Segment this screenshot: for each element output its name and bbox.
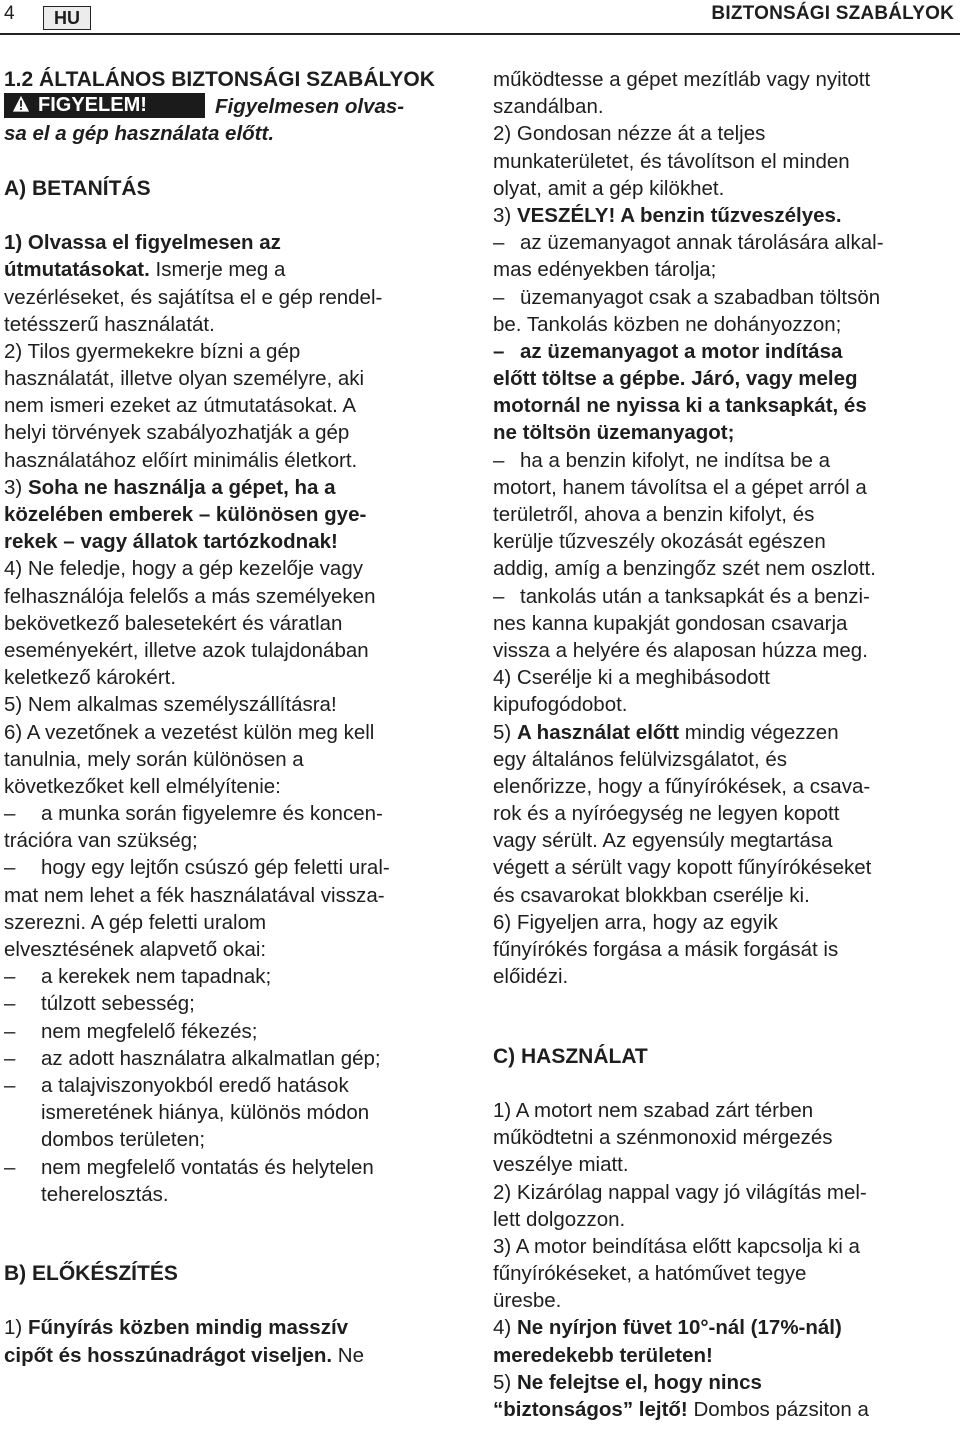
fuel-item-cont: területről, ahova a benzin kifolyt, és — [493, 503, 815, 526]
warning-text: Figyelmesen olvas- — [215, 95, 405, 119]
b5-line: vagy sérült. Az egyensúly megtartása — [493, 829, 833, 853]
b3-line — [493, 202, 955, 229]
c1-line: 1) A motort nem szabad zárt térben — [493, 1098, 814, 1122]
b5-line: rok és a nyíróegység ne legyen kopott — [493, 802, 840, 826]
b2-line: munkaterületet, és távolítson el minden — [493, 149, 850, 173]
c5-line — [493, 1396, 955, 1423]
a6-line: tanulnia, mely során különösen a — [4, 747, 304, 771]
fuel-item: – üzemanyagot csak a szabadban töltsön — [493, 285, 881, 309]
a1-line: tetésszerű használatát. — [4, 312, 215, 336]
cause-item: – a kerekek nem tapadnak; — [4, 965, 272, 989]
c3-line: üresbe. — [493, 1289, 562, 1313]
a6-line: elvesztésének alapvető okai: — [4, 938, 267, 961]
b6-line: 6) Figyeljen arra, hogy az egyik — [493, 910, 778, 934]
c5-num: 5) — [493, 1370, 517, 1394]
warning-text-cont: sa el a gép használata előtt. — [4, 122, 275, 146]
a6-line: szerezni. A gép feletti uralom — [4, 910, 267, 934]
a4-line: 4) Ne feledje, hogy a gép kezelője vagy — [4, 557, 363, 581]
a1-line — [4, 256, 474, 283]
cause-text: nem megfelelő vontatás és helytelen — [41, 1155, 374, 1179]
cause-item-cont: ismeretének hiánya, különös módon — [41, 1101, 370, 1125]
c1-line: veszélye miatt. — [493, 1153, 629, 1177]
b5-line: egy általános felülvizsgálatot, és — [493, 747, 788, 771]
fuel-text: üzemanyagot csak a szabadban töltsön — [520, 285, 881, 309]
c5-bold: Ne felejtse el, hogy nincs — [516, 1370, 762, 1394]
fuel-item: – tankolás után a tanksapkát és a benzi- — [493, 584, 870, 608]
a6-line: következőket kell elmélyítenie: — [4, 774, 281, 798]
b1-bold: cipőt és hosszúnadrágot viseljen. — [4, 1343, 333, 1367]
cause-text: nem megfelelő fékezés; — [41, 1019, 258, 1043]
cause-item: – nem megfelelő vontatás és helytelen — [4, 1155, 374, 1179]
c2-line: 2) Kizárólag nappal vagy jó világítás mel- — [493, 1180, 867, 1204]
a6-dash-line: – a munka során figyelemre és koncen- — [4, 802, 383, 826]
c4-num: 4) — [493, 1316, 517, 1340]
c3-line: fűnyírókéseket, a hatóművet tegye — [493, 1262, 807, 1286]
b2-line: 2) Gondosan nézze át a teljes — [493, 122, 766, 146]
right-column — [493, 66, 955, 1423]
a4-line: bekövetkező balesetekért és váratlan — [4, 611, 343, 635]
b5-line — [493, 719, 955, 746]
a4-line: eseményekért, illetve azok tulajdonában — [4, 638, 369, 662]
c5-line — [493, 1369, 955, 1396]
b4-line: 4) Cserélje ki a meghibásodott — [493, 666, 770, 690]
a1-text: Ismerje meg a — [149, 258, 286, 282]
fuel-text: ha a benzin kifolyt, ne indítsa be a — [520, 448, 830, 472]
cause-item-cont: teherelosztás. — [41, 1182, 169, 1206]
a4-line: felhasználója felelős a más személyeken — [4, 584, 376, 608]
b6-line: előidézi. — [493, 965, 569, 989]
warning-badge — [4, 93, 205, 118]
language-badge: HU — [43, 6, 91, 30]
fuel-item-cont: kerülje tűzveszély okozását egészen — [493, 530, 826, 554]
b3-bold: VESZÉLY! A benzin tűzveszélyes. — [516, 203, 842, 227]
a6-line: 6) A vezetőnek a vezetést külön meg kell — [4, 720, 375, 744]
a1-line: 1) Olvassa el figyelmesen az — [4, 231, 281, 255]
fuel-item-cont: előtt töltse a gépbe. Járó, vagy meleg — [493, 367, 858, 391]
a1-bold: útmutatásokat. — [4, 258, 150, 282]
b1-cont: működtesse a gépet mezítláb vagy nyitott — [493, 68, 871, 91]
cause-item: – nem megfelelő fékezés; — [4, 1019, 258, 1043]
b1-text: Ne — [332, 1343, 364, 1367]
a2-line: használatát, illetve olyan személyre, aki — [4, 367, 365, 391]
section-c-heading: C) HASZNÁLAT — [493, 1044, 648, 1068]
b1-cont: szandálban. — [493, 95, 604, 119]
chapter-title: 1.2 ÁLTALÁNOS BIZTONSÁGI SZABÁLYOK — [4, 68, 435, 91]
a3-line: közelében emberek – különösen gye- — [4, 503, 367, 526]
a1-line: vezérléseket, és sajátítsa el e gép rendel- — [4, 285, 383, 309]
c3-line: 3) A motor beindítása előtt kapcsolja ki a — [493, 1234, 860, 1258]
fuel-item-cont: motornál ne nyissa ki a tanksapkát, és — [493, 394, 867, 418]
c4-bold: Ne nyírjon füvet 10°-nál (17%-nál) — [516, 1316, 842, 1340]
fuel-item-cont: ne töltsön üzemanyagot; — [493, 421, 735, 445]
a2-line: nem ismeri ezeket az útmutatásokat. A — [4, 394, 357, 418]
c5-bold: “biztonságos” lejtő! — [493, 1398, 688, 1421]
b5-line: végett a sérült vagy kopott fűnyírókéseket — [493, 856, 872, 880]
fuel-item: – az üzemanyagot annak tárolására alkal- — [493, 231, 884, 255]
a6-dash-line: – hogy egy lejtőn csúszó gép feletti ural- — [4, 856, 390, 880]
fuel-item-cont: vissza a helyére és alaposan húzza meg. — [493, 638, 868, 662]
warning-notice — [4, 93, 474, 120]
cause-text: az adott használatra alkalmatlan gép; — [41, 1046, 381, 1070]
fuel-item-cont: motort, hanem távolítsa el a gépet arról a — [493, 475, 867, 499]
a2-line: 2) Tilos gyermekekre bízni a gép — [4, 339, 301, 363]
c4-line: meredekebb területen! — [493, 1343, 713, 1367]
fuel-item-cont: nes kanna kupakját gondosan csavarja — [493, 611, 848, 635]
a3-num: 3) — [4, 475, 28, 499]
b1-line — [4, 1342, 474, 1369]
a2-line: használatához előírt minimális életkort. — [4, 448, 358, 472]
cause-item: – túlzott sebesség; — [4, 992, 195, 1016]
cause-text: a kerekek nem tapadnak; — [41, 965, 272, 989]
section-b-heading: B) ELŐKÉSZÍTÉS — [4, 1262, 178, 1286]
fuel-text: az üzemanyagot a motor indítása — [520, 339, 843, 363]
a3-bold: Soha ne használja a gépet, ha a — [27, 475, 336, 499]
b5-bold: A használat előtt — [516, 720, 680, 744]
b5-num: 5) — [493, 720, 517, 744]
b1-line — [4, 1314, 474, 1341]
c1-line: működtetni a szénmonoxid mérgezés — [493, 1126, 833, 1150]
cause-item: – a talajviszonyokból eredő hatások — [4, 1073, 349, 1097]
a3-line: rekek – vagy állatok tartózkodnak! — [4, 530, 338, 554]
b5-line: elenőrizze, hogy a fűnyírókések, a csava- — [493, 774, 871, 798]
a5-line: 5) Nem alkalmas személyszállításra! — [4, 693, 337, 717]
b2-line: olyat, amit a gép kilökhet. — [493, 176, 725, 200]
b6-line: fűnyírókés forgása a másik forgását is — [493, 938, 839, 961]
c5-text: Dombos pázsiton a — [687, 1398, 869, 1421]
warning-label: FIGYELEM! — [38, 94, 147, 117]
section-header: BIZTONSÁGI SZABÁLYOK — [711, 3, 954, 24]
fuel-item-cont: addig, amíg a benzingőz szét nem oszlott. — [493, 557, 876, 581]
b3-num: 3) — [493, 203, 517, 227]
cause-item: – az adott használatra alkalmatlan gép; — [4, 1046, 381, 1070]
b1-num: 1) — [4, 1316, 28, 1340]
c4-line — [493, 1314, 955, 1341]
fuel-item: – az üzemanyagot a motor indítása — [493, 339, 843, 363]
b4-line: kipufogódobot. — [493, 693, 628, 717]
b5-text: mindig végezzen — [679, 720, 839, 744]
c2-line: lett dolgozzon. — [493, 1207, 626, 1231]
header-rule — [0, 33, 960, 35]
a6-line: trációra van szükség; — [4, 829, 198, 853]
cause-text: a talajviszonyokból eredő hatások — [41, 1073, 349, 1097]
fuel-item-cont: mas edényekben tárolja; — [493, 258, 717, 282]
cause-text: túlzott sebesség; — [41, 992, 195, 1016]
a2-line: helyi törvények szabályozhatják a gép — [4, 421, 350, 445]
dash-text: hogy egy lejtőn csúszó gép feletti ural- — [41, 856, 390, 880]
b1-bold: Fűnyírás közben mindig masszív — [27, 1316, 349, 1340]
a3-line — [4, 474, 474, 501]
fuel-item-cont: be. Tankolás közben ne dohányozzon; — [493, 312, 842, 336]
fuel-text: tankolás után a tanksapkát és a benzi- — [520, 584, 870, 608]
dash-text: a munka során figyelemre és koncen- — [41, 802, 383, 826]
fuel-item: – ha a benzin kifolyt, ne indítsa be a — [493, 448, 830, 472]
warning-triangle-icon — [12, 95, 30, 113]
section-a-heading: A) BETANÍTÁS — [4, 176, 151, 200]
a4-line: keletkező károkért. — [4, 666, 177, 690]
a6-line: mat nem lehet a fék használatával vissza- — [4, 883, 385, 907]
page-number: 4 — [4, 3, 15, 24]
left-column — [4, 66, 474, 1369]
fuel-text: az üzemanyagot annak tárolására alkal- — [520, 231, 884, 255]
cause-item-cont: dombos területen; — [41, 1128, 206, 1152]
b5-line: és csavarokat blokkban cserélje ki. — [493, 883, 810, 907]
